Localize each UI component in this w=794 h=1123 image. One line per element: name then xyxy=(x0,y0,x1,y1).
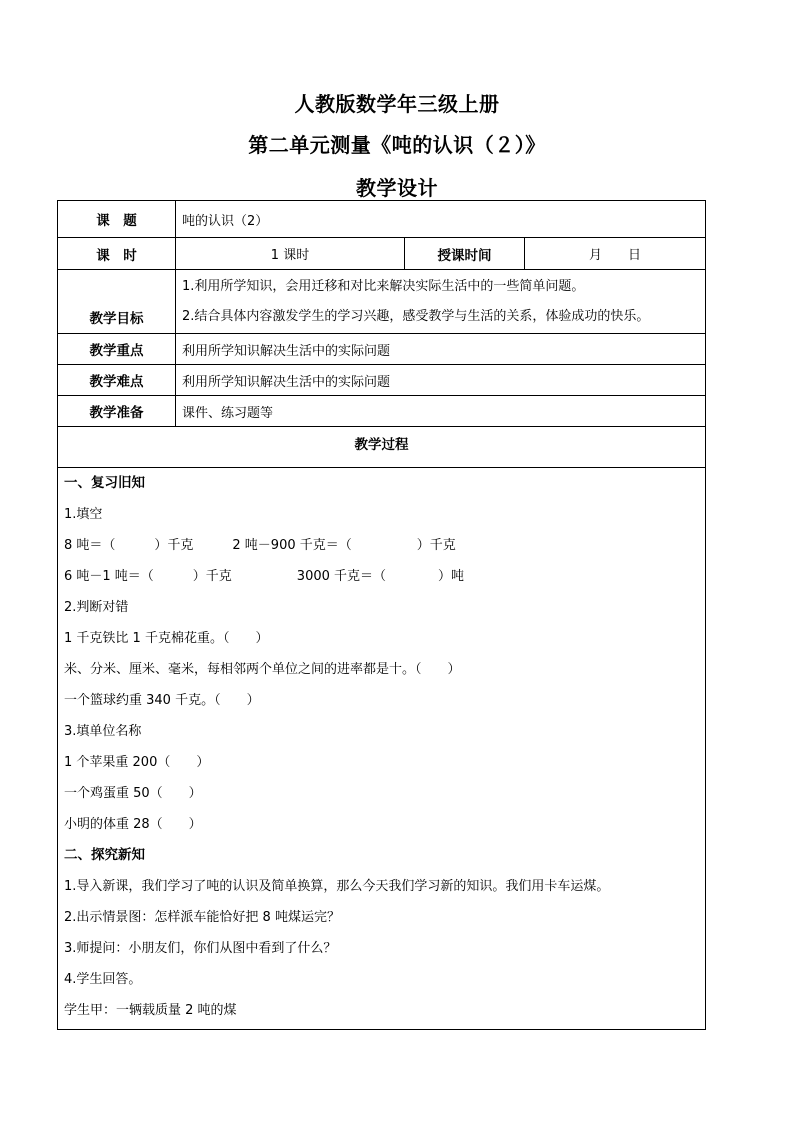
topic-value: 吨的认识（2） xyxy=(176,201,706,238)
goal-item: 1.利用所学知识，会用迁移和对比来解决实际生活中的一些简单问题。 xyxy=(182,278,585,294)
process-line: 1 个苹果重 200（ ） xyxy=(64,755,210,770)
process-line: 1.导入新课，我们学习了吨的认识及简单换算，那么今天我们学习新的知识。我们用卡车运煤。 xyxy=(64,879,610,894)
process-line: 小明的体重 28（ ） xyxy=(64,817,202,832)
time-value: 月 日 xyxy=(525,238,706,270)
key-label: 教学重点 xyxy=(58,334,176,365)
difficulty-row xyxy=(58,365,706,396)
process-line: 1.填空 xyxy=(64,507,103,522)
process-line: 3.师提问：小朋友们，你们从图中看到了什么？ xyxy=(64,941,337,956)
time-label: 授课时间 xyxy=(405,238,525,270)
process-label: 教学过程 xyxy=(58,427,706,468)
process-header-row xyxy=(58,427,706,468)
process-line: 2.出示情景图：怎样派车能恰好把 8 吨煤运完？ xyxy=(64,910,340,925)
topic-row xyxy=(58,201,706,238)
hours-label: 课 时 xyxy=(58,238,176,270)
prep-value: 课件、练习题等 xyxy=(176,396,706,427)
goal-label: 教学目标 xyxy=(58,270,176,334)
topic-label: 课 题 xyxy=(58,201,176,238)
process-line: 3.填单位名称 xyxy=(64,724,142,739)
doc-title-line1: 人教版数学年三级上册 xyxy=(294,92,500,116)
difficulty-value: 利用所学知识解决生活中的实际问题 xyxy=(176,365,706,396)
process-line: 米、分米、厘米、毫米，每相邻两个单位之间的进率都是十。（ ） xyxy=(64,662,461,677)
process-line: 4.学生回答。 xyxy=(64,972,142,987)
doc-title-line2: 第二单元测量《吨的认识（２）》 xyxy=(248,133,546,157)
key-value: 利用所学知识解决生活中的实际问题 xyxy=(176,334,706,365)
goal-row xyxy=(58,270,706,334)
process-body-row xyxy=(58,468,706,1030)
process-line: 一个篮球约重 340 千克。（ ） xyxy=(64,693,260,708)
lesson-plan-table xyxy=(57,200,706,1030)
hours-row xyxy=(58,238,706,270)
process-line: 6 吨－1 吨＝（ ）千克 3000 千克＝（ ）吨 xyxy=(64,569,465,584)
section-heading-explore: 二、探究新知 xyxy=(64,847,145,863)
doc-title-line3: 教学设计 xyxy=(356,176,438,200)
process-line: 学生甲：一辆载质量 2 吨的煤 xyxy=(64,1003,237,1018)
process-line: 一个鸡蛋重 50（ ） xyxy=(64,786,202,801)
process-line: 1 千克铁比 1 千克棉花重。（ ） xyxy=(64,631,269,646)
process-line: 8 吨＝（ ）千克 2 吨－900 千克＝（ ）千克 xyxy=(64,538,456,553)
process-body xyxy=(58,468,706,1030)
key-row xyxy=(58,334,706,365)
hours-value: 1 课时 xyxy=(176,238,405,270)
goal-list xyxy=(176,270,706,334)
process-line: 2.判断对错 xyxy=(64,600,129,615)
prep-label: 教学准备 xyxy=(58,396,176,427)
goal-item: 2.结合具体内容激发学生的学习兴趣，感受教学与生活的关系，体验成功的快乐。 xyxy=(182,308,650,324)
difficulty-label: 教学难点 xyxy=(58,365,176,396)
section-heading-review: 一、复习旧知 xyxy=(64,475,145,491)
prep-row xyxy=(58,396,706,427)
